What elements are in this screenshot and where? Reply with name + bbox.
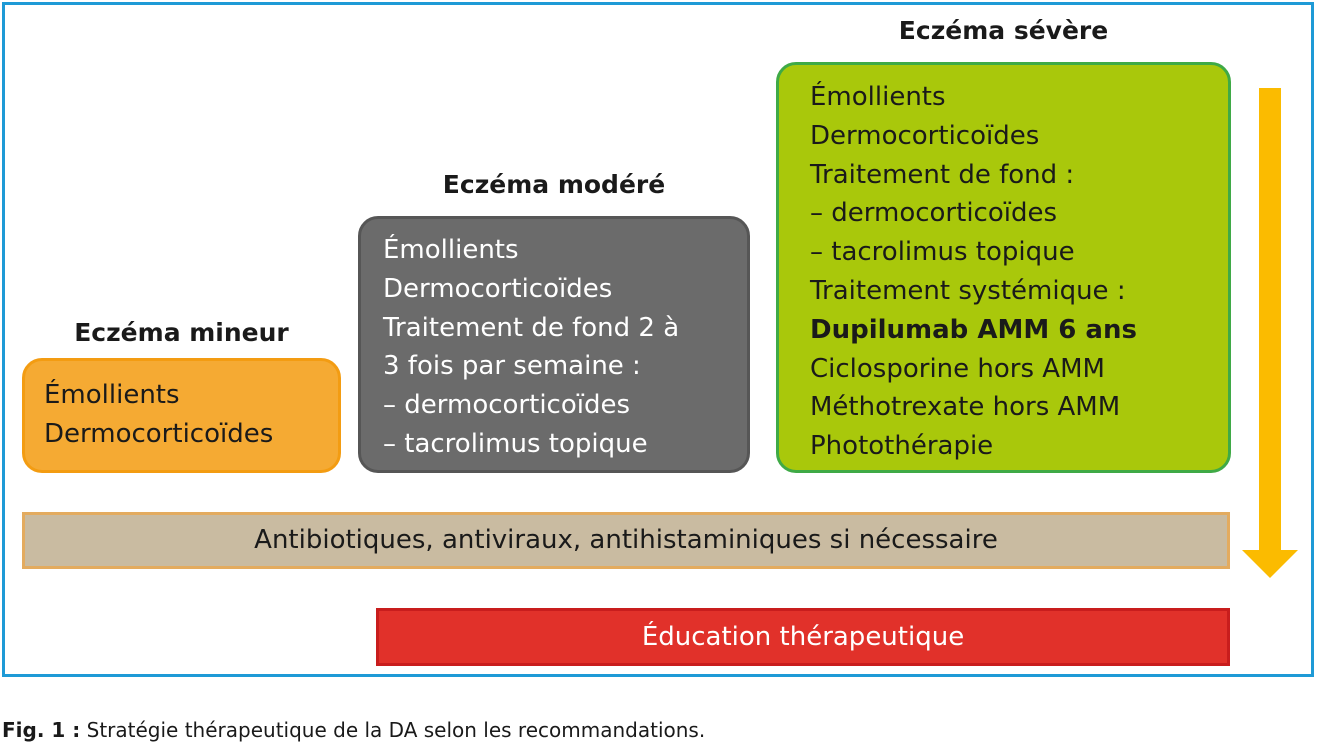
treatment-line: 3 fois par semaine :	[383, 351, 641, 382]
caption-label: Fig. 1 :	[2, 718, 81, 742]
treatment-line: Dermocorticoïdes	[383, 273, 613, 304]
bar-education-therapeutique: Éducation thérapeutique	[376, 608, 1230, 666]
box-eczema-mineur	[22, 358, 341, 473]
box-eczema-modere	[358, 216, 750, 473]
treatment-line: Émollients	[383, 235, 519, 265]
treatment-line: Dermocorticoïdes	[44, 418, 274, 449]
treatment-line: Traitement de fond 2 à	[383, 312, 680, 343]
box-eczema-severe	[776, 62, 1231, 473]
treatment-line: – dermocorticoïdes	[810, 198, 1058, 229]
figure-caption	[2, 716, 705, 744]
treatment-line: Émollients	[810, 82, 946, 112]
bar-antibiotiques: Antibiotiques, antiviraux, antihistaminiques si nécessaire	[22, 512, 1230, 569]
treatment-line: Ciclosporine hors AMM	[810, 353, 1105, 384]
treatment-line-highlight: Dupilumab AMM 6 ans	[810, 314, 1137, 345]
treatment-line: – dermocorticoïdes	[383, 390, 631, 421]
treatment-line: Émollients	[44, 380, 180, 410]
treatment-line: Traitement de fond :	[810, 159, 1075, 190]
heading-eczema-mineur: Eczéma mineur	[74, 318, 289, 347]
treatment-line: – tacrolimus topique	[810, 237, 1075, 268]
treatment-line: – tacrolimus topique	[383, 428, 648, 459]
treatment-line: Méthotrexate hors AMM	[810, 392, 1121, 423]
treatment-line: Photothérapie	[810, 431, 994, 462]
heading-eczema-severe: Eczéma sévère	[898, 16, 1109, 45]
treatment-line: Traitement systémique :	[810, 275, 1126, 306]
treatment-line: Dermocorticoïdes	[810, 120, 1040, 151]
caption-text: Stratégie thérapeutique de la DA selon les recommandations.	[80, 718, 706, 742]
heading-eczema-modere: Eczéma modéré	[442, 170, 666, 199]
down-arrow-icon	[1240, 88, 1300, 580]
